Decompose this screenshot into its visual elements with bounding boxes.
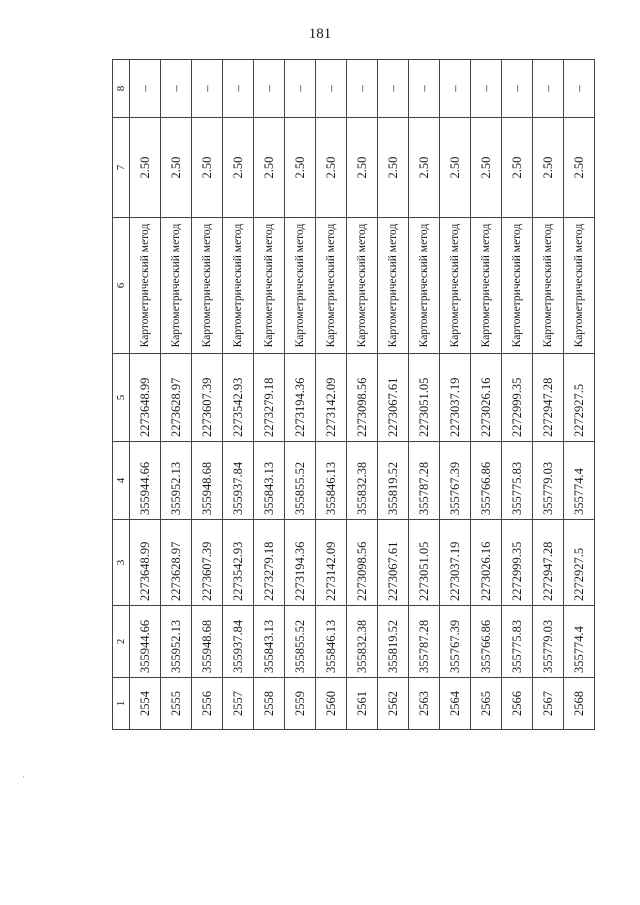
table-cell-col-8: – xyxy=(533,60,564,118)
table-cell-col-3: 2273648.99 xyxy=(130,520,161,606)
scan-mark: · xyxy=(22,772,25,782)
table-cell-col-3: 2273051.05 xyxy=(409,520,440,606)
column-header-6: 6 xyxy=(113,218,130,354)
table-cell-col-3: 2273067.61 xyxy=(378,520,409,606)
table-cell-col-8: – xyxy=(316,60,347,118)
table-cell-col-5: 2273648.99 xyxy=(130,354,161,442)
table-cell-col-3: 2273037.19 xyxy=(440,520,471,606)
column-header-8: 8 xyxy=(113,60,130,118)
table-cell-col-8: – xyxy=(564,60,595,118)
table-cell-col-4: 355774.4 xyxy=(564,442,595,520)
table-cell-col-5: 2272927.5 xyxy=(564,354,595,442)
table-cell-col-6: Картометрический метод xyxy=(533,218,564,354)
table-cell-col-3: 2272999.35 xyxy=(502,520,533,606)
table-row xyxy=(471,60,502,730)
table-cell-col-5: 2273194.36 xyxy=(285,354,316,442)
table-cell-col-4: 355937.84 xyxy=(223,442,254,520)
table-cell-col-1: 2561 xyxy=(347,678,378,730)
table-cell-col-8: – xyxy=(192,60,223,118)
table-cell-col-3: 2273607.39 xyxy=(192,520,223,606)
table-cell-col-6: Картометрический метод xyxy=(409,218,440,354)
table-cell-col-4: 355944.66 xyxy=(130,442,161,520)
table-cell-col-5: 2273542.93 xyxy=(223,354,254,442)
table-cell-col-2: 355767.39 xyxy=(440,606,471,678)
column-header-1: 1 xyxy=(113,678,130,730)
table-cell-col-6: Картометрический метод xyxy=(502,218,533,354)
page-number: 181 xyxy=(308,26,332,42)
table-cell-col-3: 2272947.28 xyxy=(533,520,564,606)
table-row xyxy=(316,60,347,730)
table-cell-col-5: 2273279.18 xyxy=(254,354,285,442)
table-header xyxy=(113,60,130,730)
table-cell-col-3: 2273194.36 xyxy=(285,520,316,606)
table-cell-col-1: 2563 xyxy=(409,678,440,730)
table-cell-col-7: 2.50 xyxy=(440,118,471,218)
table-cell-col-7: 2.50 xyxy=(161,118,192,218)
table-cell-col-1: 2562 xyxy=(378,678,409,730)
table-row xyxy=(440,60,471,730)
table-cell-col-3: 2273279.18 xyxy=(254,520,285,606)
column-header-4: 4 xyxy=(113,442,130,520)
table-row xyxy=(223,60,254,730)
table-cell-col-5: 2273142.09 xyxy=(316,354,347,442)
table-row xyxy=(502,60,533,730)
table-cell-col-2: 355944.66 xyxy=(130,606,161,678)
table-cell-col-7: 2.50 xyxy=(378,118,409,218)
table-cell-col-4: 355819.52 xyxy=(378,442,409,520)
table-cell-col-7: 2.50 xyxy=(409,118,440,218)
table-cell-col-6: Картометрический метод xyxy=(130,218,161,354)
table-cell-col-5: 2273037.19 xyxy=(440,354,471,442)
table-cell-col-1: 2558 xyxy=(254,678,285,730)
table-cell-col-6: Картометрический метод xyxy=(378,218,409,354)
table-cell-col-6: Картометрический метод xyxy=(223,218,254,354)
table-cell-col-8: – xyxy=(440,60,471,118)
table-cell-col-1: 2568 xyxy=(564,678,595,730)
table-cell-col-6: Картометрический метод xyxy=(347,218,378,354)
table-cell-col-4: 355952.13 xyxy=(161,442,192,520)
table-cell-col-7: 2.50 xyxy=(192,118,223,218)
column-header-2: 2 xyxy=(113,606,130,678)
table-cell-col-7: 2.50 xyxy=(471,118,502,218)
table-cell-col-7: 2.50 xyxy=(130,118,161,218)
table-cell-col-4: 355775.83 xyxy=(502,442,533,520)
table-cell-col-3: 2273098.56 xyxy=(347,520,378,606)
table-cell-col-5: 2273026.16 xyxy=(471,354,502,442)
table-cell-col-5: 2273098.56 xyxy=(347,354,378,442)
table-cell-col-2: 355846.13 xyxy=(316,606,347,678)
table-cell-col-3: 2273026.16 xyxy=(471,520,502,606)
table-cell-col-2: 355855.52 xyxy=(285,606,316,678)
table-cell-col-4: 355767.39 xyxy=(440,442,471,520)
table-cell-col-2: 355948.68 xyxy=(192,606,223,678)
table-cell-col-2: 355787.28 xyxy=(409,606,440,678)
table-cell-col-1: 2555 xyxy=(161,678,192,730)
table-cell-col-5: 2273067.61 xyxy=(378,354,409,442)
table-cell-col-3: 2272927.5 xyxy=(564,520,595,606)
table-cell-col-6: Картометрический метод xyxy=(161,218,192,354)
table-cell-col-6: Картометрический метод xyxy=(471,218,502,354)
table-cell-col-4: 355846.13 xyxy=(316,442,347,520)
table-row xyxy=(285,60,316,730)
column-header-7: 7 xyxy=(113,118,130,218)
table-cell-col-1: 2554 xyxy=(130,678,161,730)
table-cell-col-2: 355779.03 xyxy=(533,606,564,678)
table-cell-col-7: 2.50 xyxy=(223,118,254,218)
table-row xyxy=(347,60,378,730)
table-cell-col-4: 355843.13 xyxy=(254,442,285,520)
table-row xyxy=(254,60,285,730)
table-cell-col-3: 2273628.97 xyxy=(161,520,192,606)
table-cell-col-5: 2272947.28 xyxy=(533,354,564,442)
table-cell-col-7: 2.50 xyxy=(285,118,316,218)
table-cell-col-1: 2566 xyxy=(502,678,533,730)
table-cell-col-6: Картометрический метод xyxy=(440,218,471,354)
table-row xyxy=(192,60,223,730)
coordinates-table xyxy=(112,59,595,730)
table-cell-col-4: 355766.86 xyxy=(471,442,502,520)
column-header-3: 3 xyxy=(113,520,130,606)
table-cell-col-5: 2273628.97 xyxy=(161,354,192,442)
table-cell-col-3: 2273142.09 xyxy=(316,520,347,606)
table-cell-col-5: 2273051.05 xyxy=(409,354,440,442)
table-cell-col-2: 355774.4 xyxy=(564,606,595,678)
table-cell-col-8: – xyxy=(471,60,502,118)
table-cell-col-7: 2.50 xyxy=(254,118,285,218)
table-cell-col-1: 2567 xyxy=(533,678,564,730)
header-row xyxy=(113,60,130,730)
table-row xyxy=(161,60,192,730)
table-cell-col-2: 355937.84 xyxy=(223,606,254,678)
coordinates-table-wrap xyxy=(112,60,586,730)
table-cell-col-8: – xyxy=(409,60,440,118)
table-cell-col-7: 2.50 xyxy=(564,118,595,218)
table-row xyxy=(378,60,409,730)
table-cell-col-1: 2556 xyxy=(192,678,223,730)
table-cell-col-2: 355843.13 xyxy=(254,606,285,678)
table-cell-col-1: 2560 xyxy=(316,678,347,730)
table-cell-col-6: Картометрический метод xyxy=(254,218,285,354)
table-row xyxy=(409,60,440,730)
table-cell-col-2: 355832.38 xyxy=(347,606,378,678)
table-cell-col-8: – xyxy=(285,60,316,118)
table-cell-col-6: Картометрический метод xyxy=(564,218,595,354)
table-body xyxy=(130,60,595,730)
table-cell-col-8: – xyxy=(502,60,533,118)
table-cell-col-6: Картометрический метод xyxy=(285,218,316,354)
table-cell-col-8: – xyxy=(223,60,254,118)
table-cell-col-2: 355819.52 xyxy=(378,606,409,678)
table-cell-col-7: 2.50 xyxy=(533,118,564,218)
table-cell-col-4: 355779.03 xyxy=(533,442,564,520)
table-cell-col-4: 355948.68 xyxy=(192,442,223,520)
column-header-5: 5 xyxy=(113,354,130,442)
table-cell-col-6: Картометрический метод xyxy=(192,218,223,354)
table-cell-col-2: 355952.13 xyxy=(161,606,192,678)
table-cell-col-1: 2564 xyxy=(440,678,471,730)
table-cell-col-7: 2.50 xyxy=(316,118,347,218)
table-cell-col-1: 2557 xyxy=(223,678,254,730)
table-cell-col-2: 355766.86 xyxy=(471,606,502,678)
table-cell-col-1: 2559 xyxy=(285,678,316,730)
table-row xyxy=(564,60,595,730)
table-cell-col-7: 2.50 xyxy=(502,118,533,218)
table-cell-col-4: 355787.28 xyxy=(409,442,440,520)
table-cell-col-7: 2.50 xyxy=(347,118,378,218)
table-cell-col-8: – xyxy=(130,60,161,118)
table-cell-col-6: Картометрический метод xyxy=(316,218,347,354)
table-cell-col-3: 2273542.93 xyxy=(223,520,254,606)
table-row xyxy=(533,60,564,730)
table-cell-col-8: – xyxy=(254,60,285,118)
table-cell-col-1: 2565 xyxy=(471,678,502,730)
table-row xyxy=(130,60,161,730)
table-cell-col-4: 355855.52 xyxy=(285,442,316,520)
table-cell-col-5: 2272999.35 xyxy=(502,354,533,442)
table-cell-col-5: 2273607.39 xyxy=(192,354,223,442)
table-cell-col-8: – xyxy=(378,60,409,118)
table-cell-col-8: – xyxy=(347,60,378,118)
table-cell-col-2: 355775.83 xyxy=(502,606,533,678)
table-cell-col-8: – xyxy=(161,60,192,118)
table-cell-col-4: 355832.38 xyxy=(347,442,378,520)
